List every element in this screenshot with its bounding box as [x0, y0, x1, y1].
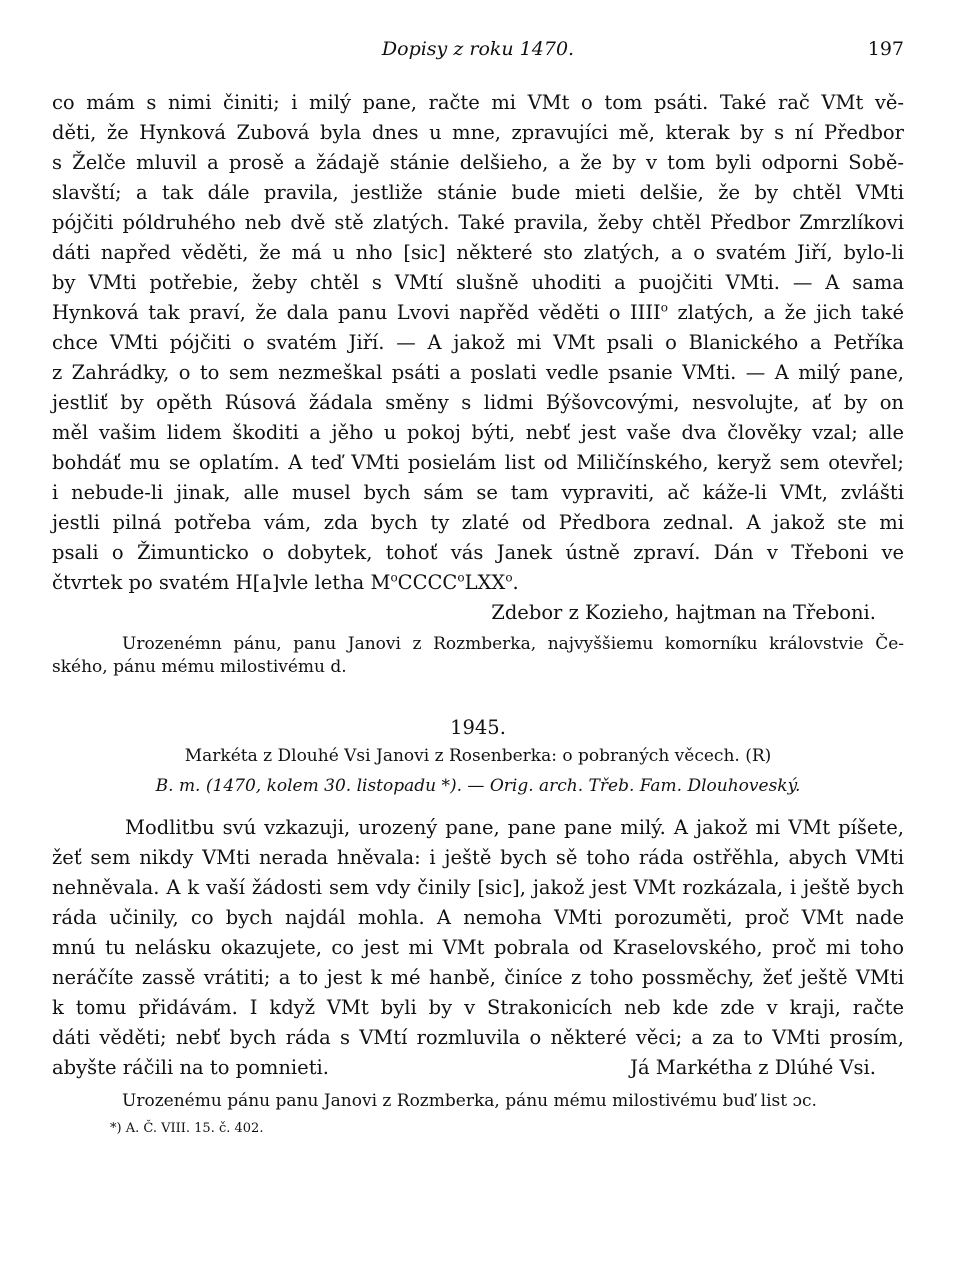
closing-text: abyšte ráčili na to pomnieti.: [52, 1056, 329, 1079]
signature: Zdebor z Kozieho, hajtman na Třeboni.: [491, 601, 876, 624]
text-segment: .: [512, 571, 519, 594]
address-line: Urozenému pánu panu Janovi z Rozmberka, pánu mému milostivému buď list ɔc.: [122, 1091, 817, 1111]
text-line: z Zahrádky, o to sem nezmeškal psáti a poslati vedle psanie VMti. — A milý pane,: [52, 361, 904, 384]
text-line: slavští; a tak dále pravila, jestliže stánie bude mieti delšie, že by chtěl VMti: [52, 181, 904, 204]
closing-line: [52, 1053, 904, 1083]
text-segment: Hynková tak praví, že dala panu Lvovi napřěd věděti o IIII: [52, 301, 661, 324]
text-line: Modlitbu svú vzkazuji, urozený pane, pane pane milý. A jakož mi VMt píšete,: [125, 816, 904, 839]
date-line: [52, 568, 904, 598]
text-line: chce VMti pójčiti o svatém Jiří. — A jakož mi VMt psali o Blanického a Petříka: [52, 331, 904, 354]
signature: Já Markétha z Dlúhé Vsi.: [630, 1056, 876, 1079]
superscript: o: [457, 570, 465, 585]
text-line: k tomu přidávám. I když VMt byli by v Strakonicích neb kde zde v kraji, račte: [52, 996, 904, 1019]
text-line: [52, 298, 904, 328]
address-line: ského, pánu mému milostivému d.: [52, 657, 347, 677]
text-line: by VMti potřebie, žeby chtěl s VMtí slušně uhoditi a puojčiti VMti. — A sama: [52, 271, 904, 294]
superscript: o: [390, 570, 398, 585]
text-line: i nebude-li jinak, alle musel bych sám se tam vypraviti, ač káže-li VMt, zvlášti: [52, 481, 904, 504]
superscript: o: [505, 570, 513, 585]
letter-heading: Markéta z Dlouhé Vsi Janovi z Rosenberka: o pobraných věcech. (R): [184, 746, 772, 766]
text-line: děti, že Hynková Zubová byla dnes u mne, zpravujíci mě, kterak by s ní Předbor: [52, 121, 904, 144]
text-segment: CCCC: [397, 571, 458, 594]
text-line: dáti věděti; nebť bych ráda s VMtí rozmluvila o některé věci; a za to VMti prosím,: [52, 1026, 904, 1049]
letter-source: B. m. (1470, kolem 30. listopadu *). — Orig. arch. Třeb. Fam. Dlouhoveský.: [155, 776, 801, 796]
text-line: neráčíte zassě vrátiti; a to jest k mé hanbě, činíce z toho possměchy, žeť ještě VMti: [52, 966, 904, 989]
address-line: Urozenémn pánu, panu Janovi z Rozmberka, najvyššiemu komorníku královstvie Če-: [122, 634, 904, 654]
text-line: dáti napřed věděti, že má u nho [sic] některé sto zlatých, a o svatém Jiří, bylo-li: [52, 241, 904, 264]
text-line: s Želče mluvil a prosě a žádajě stánie delšieho, a že by v tom byli odporni Sobě-: [52, 151, 904, 174]
text-line: žeť sem nikdy VMti nerada hněvala: i ještě bych sě toho ráda ostřěhla, abych VMti: [52, 846, 904, 869]
superscript: o: [660, 300, 668, 315]
text-line: jestliť by opěth Rúsová žádala směny s lidmi Býšovcovými, nesvolujte, ať by on: [52, 391, 904, 414]
text-line: psali o Žimunticko o dobytek, tohoť vás Janek ústně zpraví. Dán v Třeboni ve: [52, 541, 904, 564]
text-line: co mám s nimi činiti; i milý pane, račte mi VMt o tom psáti. Také rač VMt vě-: [52, 91, 904, 114]
text-segment: zlatých, a že jich také: [668, 301, 905, 324]
text-segment: LXX: [464, 571, 506, 594]
text-line: ráda učinily, co bych najdál mohla. A nemoha VMti porozuměti, proč VMt nade: [52, 906, 904, 929]
text-line: jestli pilná potřeba vám, zda bych ty zlaté od Předbora zednal. A jakož ste mi: [52, 511, 904, 534]
text-line: měl vašim lidem škoditi a jěho u pokoj býti, nebť jest vaše dva člověky vzal; alle: [52, 421, 904, 444]
page-header: [52, 38, 904, 68]
text-line: pójčiti póldruhého neb dvě stě zlatých. Také pravila, žeby chtěl Předbor Zmrzlíkovi: [52, 211, 904, 234]
page-number: 197: [867, 38, 904, 60]
text-line: nehněvala. A k vaší žádosti sem vdy činily [sic], jakož jest VMt rozkázala, i ještě bych: [52, 876, 904, 899]
text-line: bohdáť mu se oplatím. A teď VMti posielám list od Miličínského, keryž sem otevřel;: [52, 451, 904, 474]
running-title: Dopisy z roku 1470.: [381, 38, 575, 60]
footnote: *) A. Č. VIII. 15. č. 402.: [110, 1121, 264, 1136]
text-line: mnú tu nelásku okazujete, co jest mi VMt pobrala od Kraselovského, proč mi toho: [52, 936, 904, 959]
text-segment: čtvrtek po svatém H[a]vle letha M: [52, 571, 391, 594]
letter-number: 1945.: [450, 716, 506, 739]
